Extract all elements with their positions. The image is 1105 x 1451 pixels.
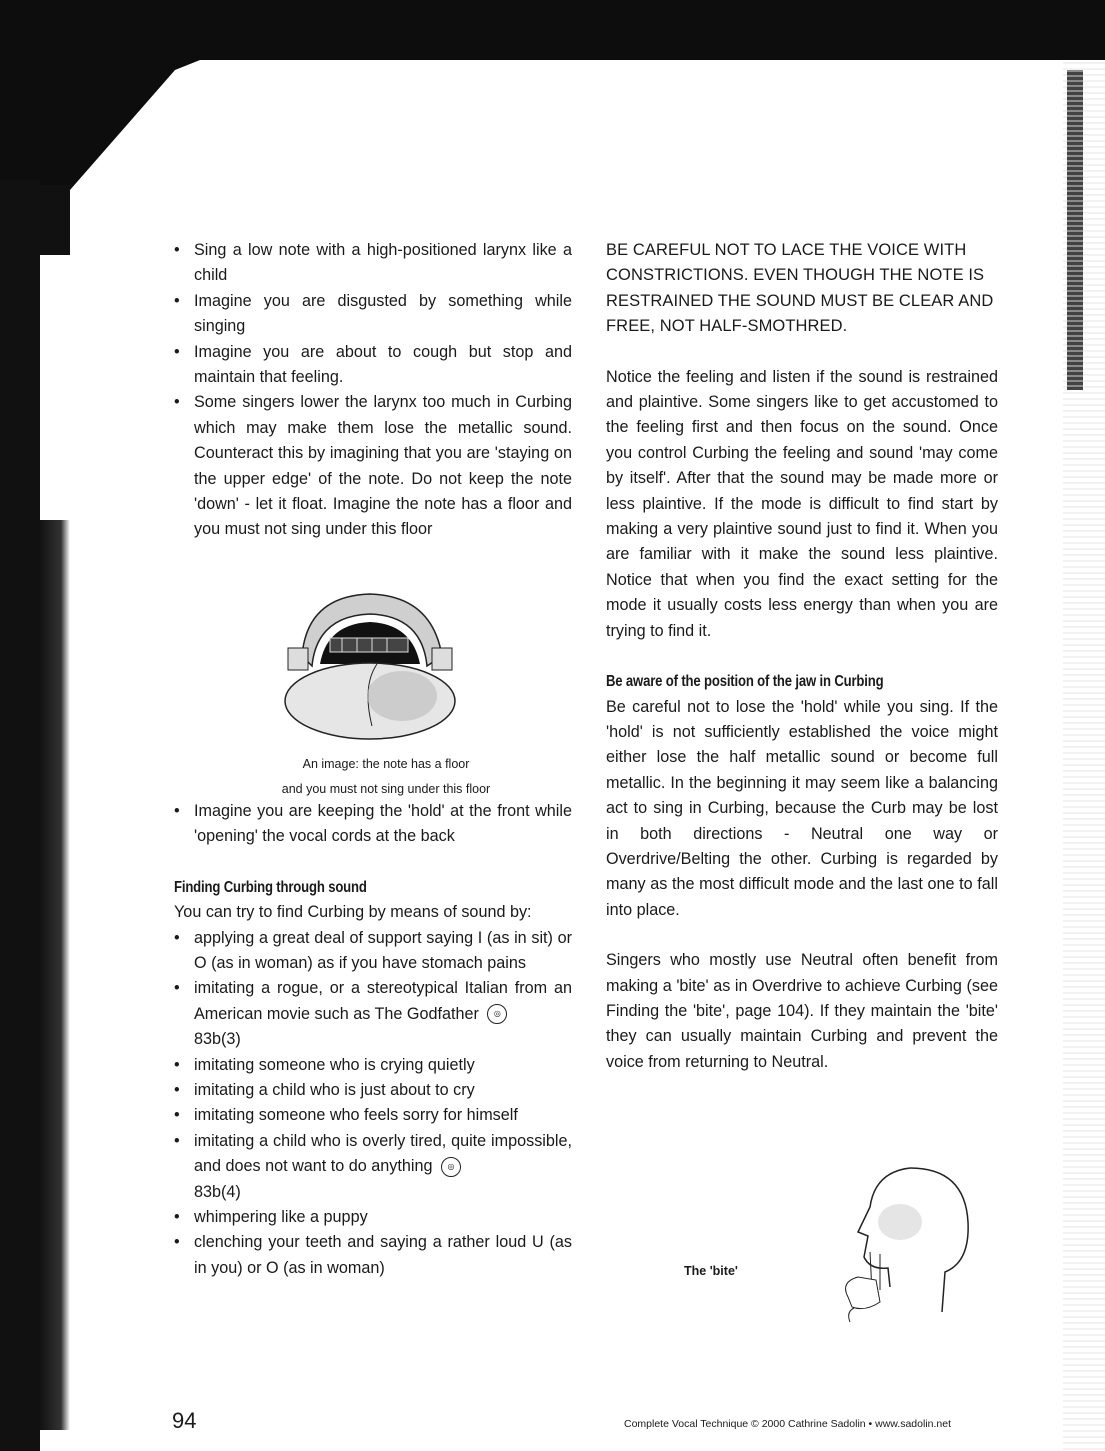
- scan-shadow-corner: [0, 0, 200, 200]
- cd-disc-icon: ◎: [441, 1157, 461, 1177]
- list-item: • whimpering like a puppy: [174, 1205, 572, 1230]
- bullet-list-top: [174, 238, 572, 543]
- list-item: • Imagine you are about to cough but stop and maintain that feeling.: [174, 340, 572, 391]
- bullet-list-hold: [174, 799, 572, 850]
- list-item: • clenching your teeth and saying a rather loud U (as in you) or O (as in woman): [174, 1230, 572, 1281]
- section-heading: Be aware of the position of the jaw in Curbing: [606, 673, 884, 691]
- track-reference: 83b(3): [194, 1030, 241, 1049]
- page-number: 94: [172, 1408, 197, 1433]
- list-item: [174, 976, 572, 1052]
- figure-caption: An image: the note has a floor and you must not sing under this floor: [281, 757, 491, 796]
- warning-text: BE CAREFUL NOT TO LACE THE VOICE WITH CONSTRICTIONS. EVEN THOUGH THE NOTE IS RESTRAINED THE SOUND MUST BE CLEAR AND FREE, NOT HALF-SMOTHRED.: [606, 241, 994, 336]
- figure-caption: The 'bite': [684, 1264, 738, 1278]
- list-item: • imitating someone who feels sorry for himself: [174, 1103, 572, 1128]
- list-item: [174, 1129, 572, 1205]
- scan-shadow-left: [0, 180, 40, 1451]
- cd-disc-icon: ◎: [487, 1004, 507, 1024]
- list-item: • applying a great deal of support saying I (as in sit) or O (as in woman) as if you have stomach pains: [174, 926, 572, 977]
- list-item: • Imagine you are disgusted by something while singing: [174, 289, 572, 340]
- list-item: • Some singers lower the larynx too much in Curbing which may make them lose the metallic sound. Counteract this by imagining that you are 'staying on the upper edge' of the note. Do not keep the note 'down' - let it float. Imagine the note has a floor and you must not sing under this floor: [174, 390, 572, 542]
- list-item: • Sing a low note with a high-positioned larynx like a child: [174, 238, 572, 289]
- copyright-footer: Complete Vocal Technique © 2000 Cathrine Sadolin • www.sadolin.net: [624, 1418, 952, 1430]
- scan-shadow-left-notch: [40, 185, 70, 255]
- scan-edge-right-dark: [1067, 70, 1083, 390]
- scan-shadow-left-tab: [40, 520, 70, 1430]
- mouth-illustration: [282, 586, 457, 744]
- bite-illustration: [840, 1162, 980, 1332]
- list-item: • imitating a child who is just about to cry: [174, 1078, 572, 1103]
- paragraph: Notice the feeling and listen if the sound is restrained and plaintive. Some singers like to get accustomed to the feeling first and then focus on the sound. Once you control Curbing the feeling and sound 'may come by itself'. After that the sound may be made more or less plaintive. If the mode is difficult to find start by making a very plaintive sound just to find it. When you are familiar with it make the sound less plaintive. Notice that when you find the exact setting for the mode it usually costs less energy than when you are trying to find it.: [606, 367, 998, 640]
- bullet-list-sound: [174, 926, 572, 1282]
- paragraph: Be careful not to lose the 'hold' while you sing. If the 'hold' is not sufficiently established the voice might either lose the half metallic sound or become full metallic. In the beginning it may seem like a balancing act to sing in Curbing, because the Curb may be lost in both directions - Neutral one way or Overdrive/Belting the other. Curbing is regarded by many as the most difficult mode and the last one to fall into place.: [606, 697, 998, 919]
- list-item-text: imitating a rogue, or a stereotypical Italian from an American movie such as The Godfather: [194, 979, 572, 1023]
- right-column: [606, 238, 998, 1075]
- list-item-text: imitating a child who is overly tired, quite impossible, and does not want to do anything: [194, 1131, 572, 1176]
- track-reference: 83b(4): [194, 1182, 241, 1201]
- section-heading: Finding Curbing through sound: [174, 878, 367, 896]
- list-item: • Imagine you are keeping the 'hold' at the front while 'opening' the vocal cords at the back: [174, 799, 572, 850]
- section-intro: You can try to find Curbing by means of sound by:: [174, 903, 532, 922]
- list-item: • imitating someone who is crying quietly: [174, 1053, 572, 1078]
- paragraph: Singers who mostly use Neutral often benefit from making a 'bite' as in Overdrive to achieve Curbing (see Finding the 'bite', page 104). If they maintain the 'bite' they can usually maintain Curbing and prevent the voice from returning to Neutral.: [606, 951, 998, 1071]
